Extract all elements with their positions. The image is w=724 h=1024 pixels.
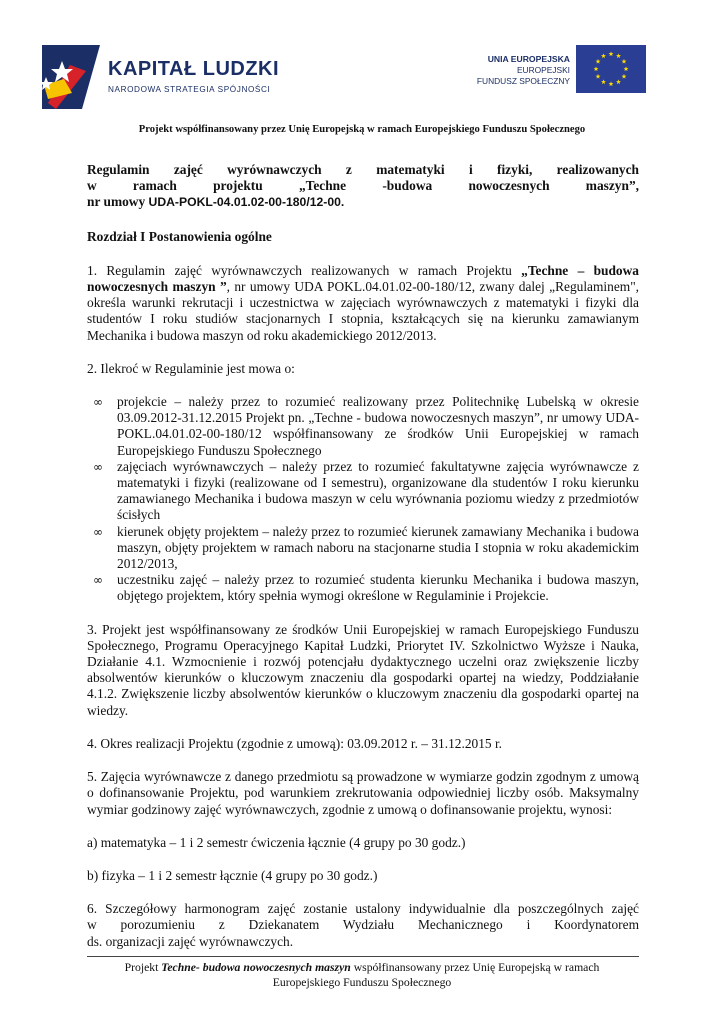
item-b-physics: b) fizyka – 1 i 2 semestr łącznie (4 grupy po 30 godz.) (87, 867, 378, 883)
paragraph-6-line-2: w porozumieniu z Dziekanatem Wydziału Mechanicznego i Koordynatorem (87, 917, 639, 933)
title-line-3 (87, 194, 639, 210)
paragraph-6-line-1: 6. Szczegółowy harmonogram zajęć zostanie ustalony indywidualnie dla poszczególnych zajęć (87, 901, 639, 917)
footer-line-2: Europejskiego Funduszu Społecznego (272, 976, 452, 989)
title-line-2: w ramach projektu „Techne -budowa nowoczesnych maszyn”, (87, 178, 639, 194)
paragraph-1-text-a: 1. Regulamin zajęć wyrównawczych realizowanych w ramach Projektu (87, 262, 522, 278)
title-line-1: Regulamin zajęć wyrównawczych z matematyki i fizyki, realizowanych (87, 162, 639, 177)
bullet-infinity-icon: ∞ (93, 459, 103, 474)
list-item-text: projekcie – należy przez to rozumieć realizowany przez Politechnikę Lubelską w okresie 03.09.2012-31.12.2015 Projekt pn. „Techne - budowa nowoczesnych maszyn”, nr umowy UDA-POKL.04.01.02-00-180/12 współfinansowany ze środków Unii Europejskiej w ramach Europejskiego Funduszu Społecznego (117, 394, 639, 458)
footer-line-1 (0, 960, 724, 975)
list-item (87, 572, 639, 604)
title-contract-prefix: nr umowy (87, 194, 149, 210)
cofinancing-header: Projekt współfinansowany przez Unię Europejską w ramach Europejskiego Funduszu Społecznego (138, 124, 586, 135)
document-body (87, 162, 639, 950)
paragraph-3: 3. Projekt jest współfinansowany ze środków Unii Europejskiej w ramach Europejskiego Funduszu Społecznego, Programu Operacyjnego Kapitał Ludzki, Priorytet IV. Szkolnictwo Wyższe i Nauka, Działanie 4.1. Wzmocnienie i rozwój potencjału dydaktycznego uczelni oraz zwiększenie liczby absolwentów kierunków o kluczowym znaczeniu dla gospodarki opartej na wiedzy, Poddziałanie 4.1.2. Zwiększenie liczby absolwentów kierunków o kluczowym znaczeniu dla gospodarki opartej na wiedzy. (87, 621, 639, 718)
eu-logo (468, 45, 648, 93)
footer-suffix: współfinansowany przez Unię Europejską w ramach (350, 961, 600, 974)
paragraph-4: 4. Okres realizacji Projektu (zgodnie z umową): 03.09.2012 r. – 31.12.2015 r. (87, 735, 503, 751)
list-item (87, 524, 639, 573)
paragraph-1 (87, 263, 639, 344)
paragraph-1-project-name: „Techne – budowa nowoczesnych maszyn ” (87, 262, 639, 295)
kapital-ludzki-logo (42, 43, 282, 113)
list-item-text: zajęciach wyrównawczych – należy przez to rozumieć fakultatywne zajęcia wyrównawcze z matematyki i fizyki (realizowane od I semestru), organizowane dla studentów I roku kierunku zamawianego Mechanika i budowa maszyn w celu wyrównania poziomu wiedzy z przedmiotów ścisłych (117, 458, 639, 523)
kapital-ludzki-subtitle: NARODOWA STRATEGIA SPÓJNOŚCI (108, 85, 271, 94)
list-item-text: kierunek objęty projektem – należy przez to rozumieć kierunek zamawiany Mechanika i budowa maszyn, objęty projektem w ramach naboru na stacjonarne studia I stopnia w roku akademickim 2012/2013, (117, 523, 639, 572)
bullet-infinity-icon: ∞ (93, 395, 103, 410)
eu-logo-line2: EUROPEJSKI (516, 65, 570, 75)
paragraph-6-line-3: ds. organizacji zajęć wyrównawczych. (87, 933, 294, 949)
definitions-list (87, 394, 639, 605)
paragraph-1-text-b: , nr umowy UDA POKL.04.01.02-00-180/12, zwany dalej „Regulaminem", określa warunki rekrutacji i uczestnictwa w zajęciach wyrównawczych z matematyki i fizyki dla studentów I roku studiów stacjonarnych I stopnia, kształcących się na kierunku zamawianym Mechanika i budowa maszyn od roku akademickiego 2012/2013. (87, 279, 640, 343)
document-title (87, 162, 639, 211)
paragraph-5: 5. Zajęcia wyrównawcze z danego przedmiotu są prowadzone w wymiarze godzin zgodnym z umową o dofinansowanie Projektu, pod warunkiem zrekrutowania odpowiedniej liczby osób. Maksymalny wymiar godzinowy zajęć wyrównawczych, zgodnie z umową o dofinansowanie projektu, wynosi: (87, 769, 639, 817)
page-footer (0, 960, 724, 990)
item-a-mathematics: a) matematyka – 1 i 2 semestr ćwiczenia łącznie (4 grupy po 30 godz.) (87, 834, 466, 850)
list-item-text: uczestniku zajęć – należy przez to rozumieć studenta kierunku Mechanika i budowa maszyn, objętego projektem, który spełnia wymogi określone w Regulaminie i Projekcie. (117, 572, 639, 604)
kapital-ludzki-title: KAPITAŁ LUDZKI (108, 58, 280, 80)
bullet-infinity-icon: ∞ (93, 573, 103, 588)
eu-logo-line1: UNIA EUROPEJSKA (487, 54, 570, 64)
paragraph-2-intro: 2. Ilekroć w Regulaminie jest mowa o: (87, 360, 295, 376)
footer-divider (87, 956, 639, 957)
list-item (87, 459, 639, 524)
list-item (87, 394, 639, 459)
kapital-ludzki-emblem-icon (42, 43, 106, 113)
footer-prefix: Projekt (124, 961, 162, 974)
eu-logo-line3: FUNDUSZ SPOŁECZNY (476, 76, 570, 86)
section-heading: Rozdział I Postanowienia ogólne (87, 228, 272, 244)
bullet-infinity-icon: ∞ (93, 524, 103, 539)
eu-flag-icon (576, 45, 646, 93)
eu-logo-text (477, 54, 570, 87)
title-contract-number: UDA-POKL-04.01.02-00-180/12-00. (148, 195, 345, 210)
footer-project-name: Techne- budowa nowoczesnych maszyn (161, 961, 351, 974)
